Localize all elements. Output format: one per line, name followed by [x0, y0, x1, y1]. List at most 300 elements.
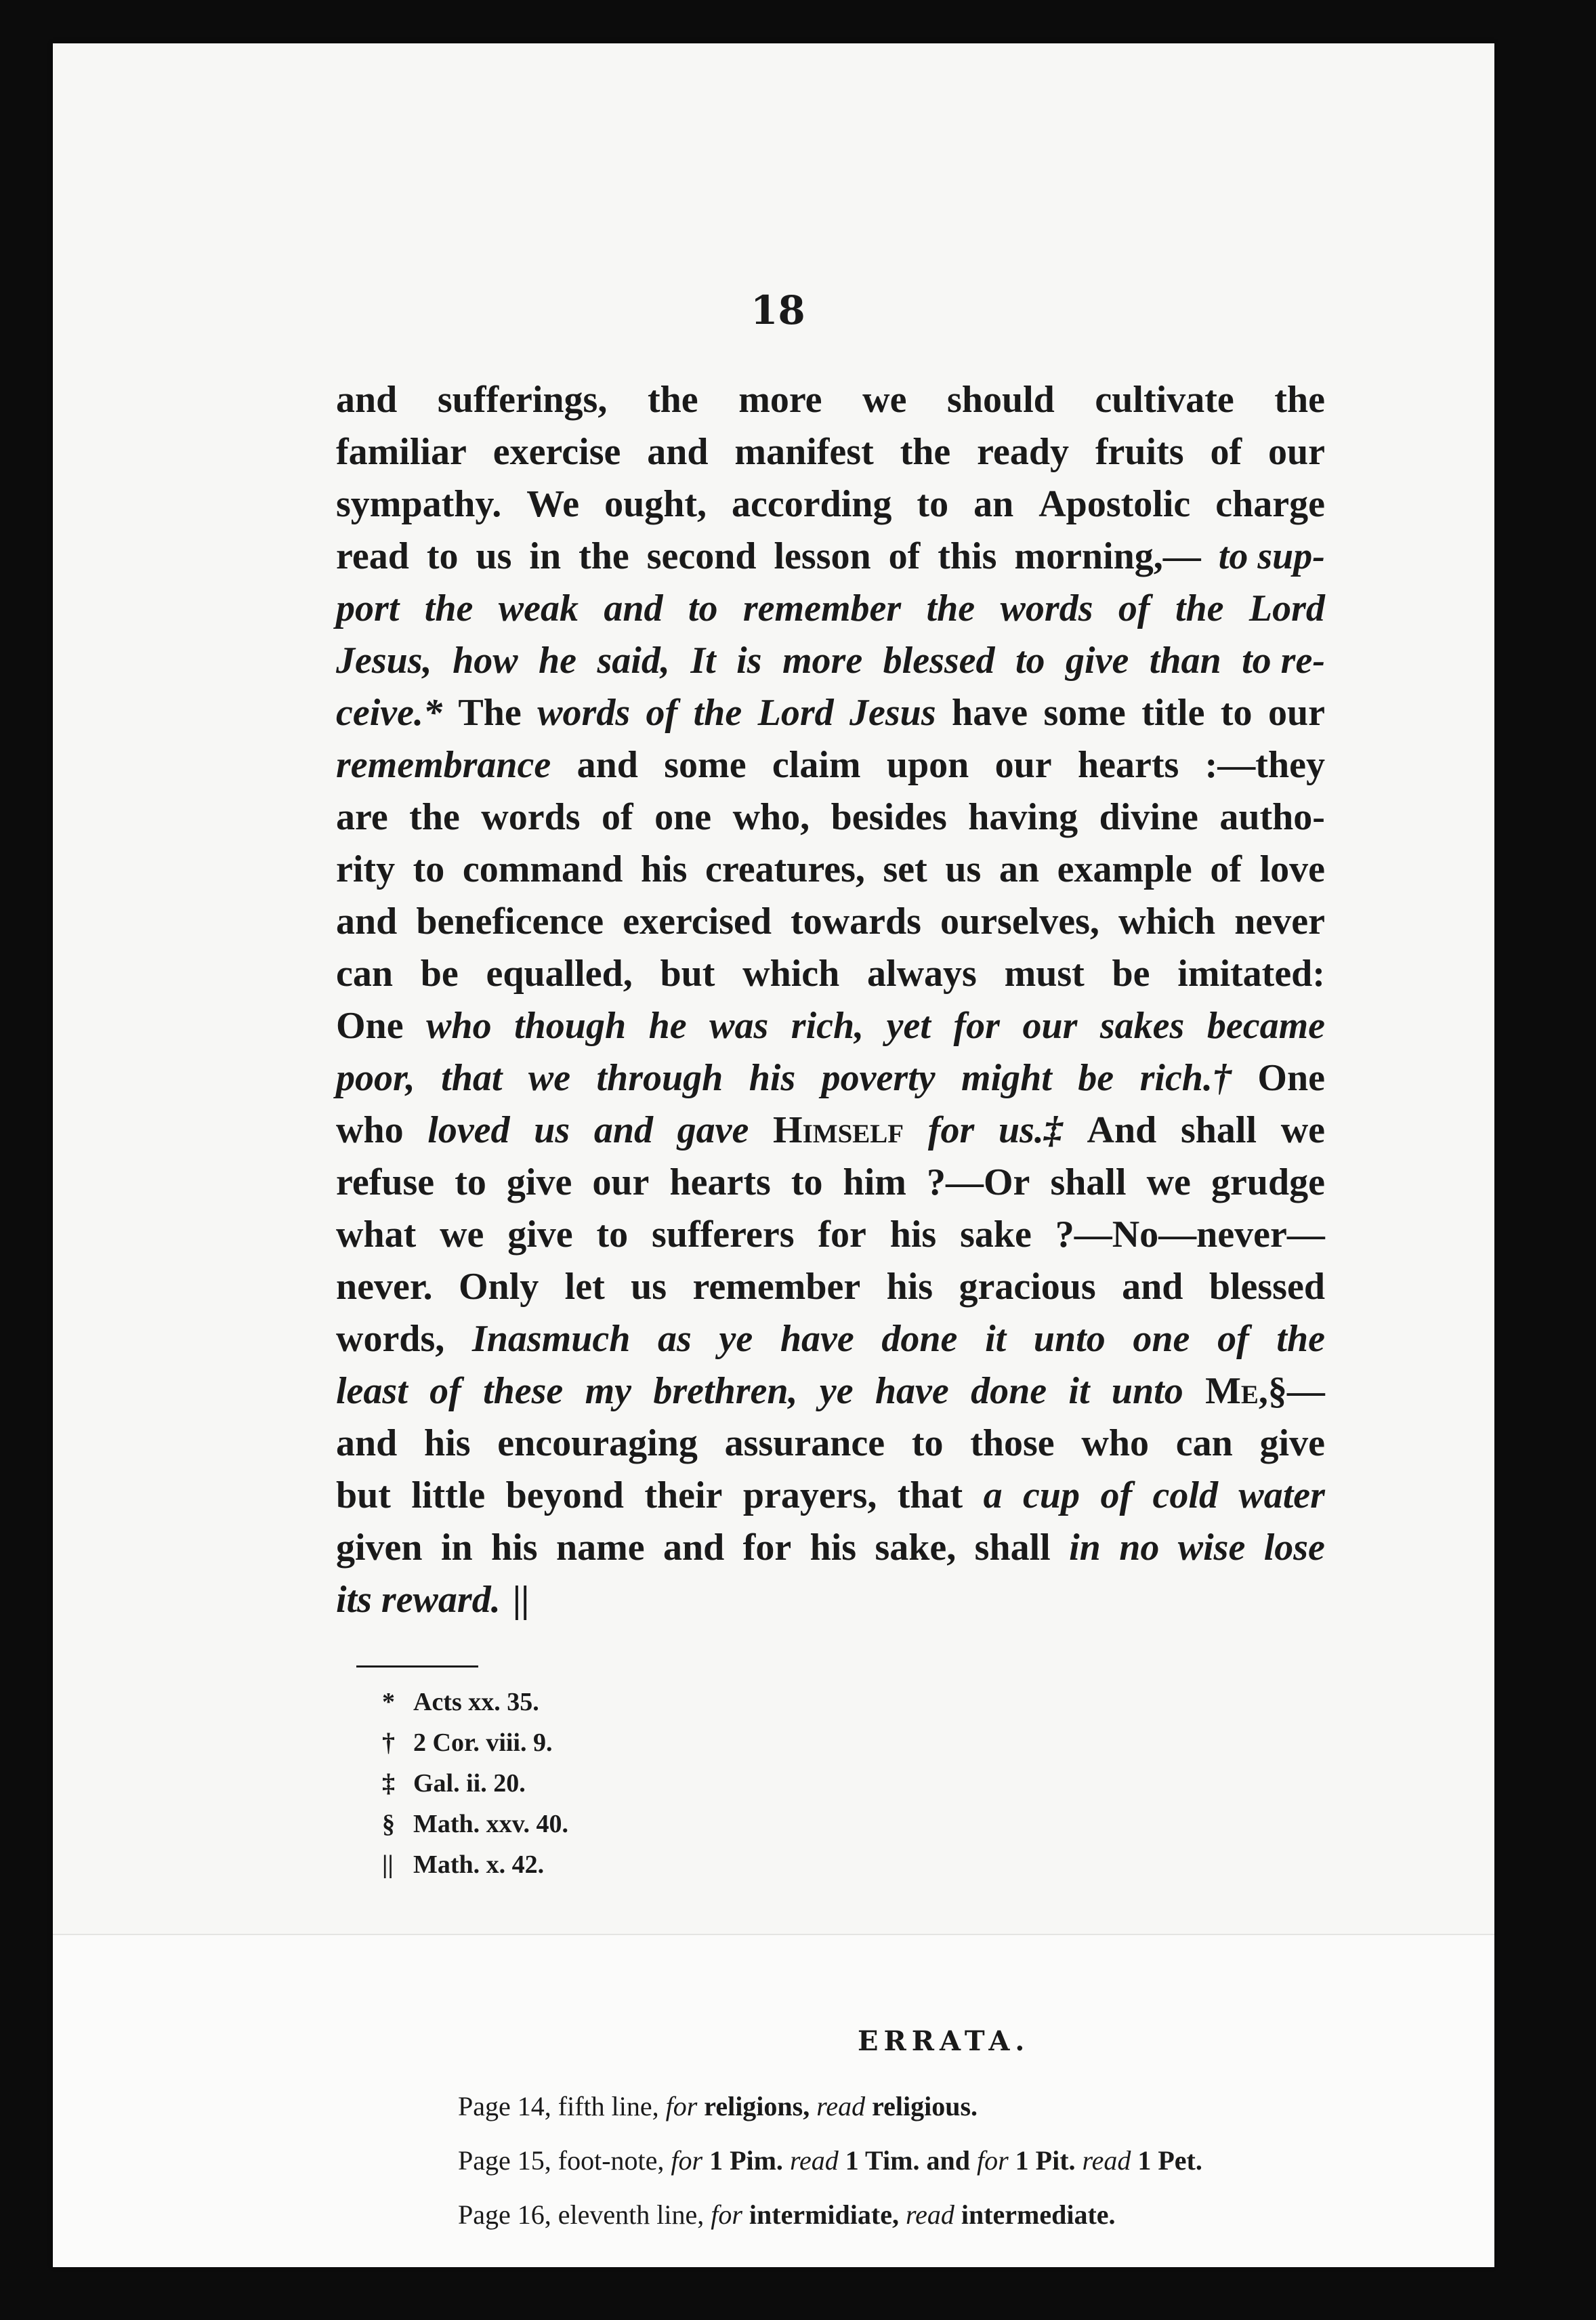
word: weak [498, 587, 579, 629]
word: give [1259, 1422, 1325, 1464]
word: how [453, 640, 518, 682]
word: ready [977, 431, 1069, 473]
word: and [593, 1109, 653, 1151]
text-line [336, 948, 1325, 1000]
text-line [336, 1157, 1325, 1209]
footnote-mark: || [382, 1850, 394, 1879]
footnote [382, 1804, 568, 1844]
word: lesson [774, 535, 871, 577]
word: sakes [1099, 1005, 1185, 1047]
word: shall [1180, 1109, 1257, 1151]
word: Inasmuch [471, 1318, 631, 1360]
word: to [1015, 640, 1045, 682]
word: given [336, 1527, 423, 1569]
footnote-reference: Math. x. 42. [413, 1850, 545, 1879]
word: loved [427, 1109, 510, 1151]
word: familiar [336, 431, 467, 473]
word: port [336, 587, 400, 629]
word: for [953, 1005, 1000, 1047]
errata-read-label: read [816, 2091, 866, 2121]
footnote-reference: Math. xxv. 40. [413, 1810, 569, 1838]
page-number: 18 [751, 287, 805, 333]
errata-read-label: read [1082, 2145, 1131, 2176]
word: rity [336, 848, 396, 890]
word: the [1175, 587, 1224, 629]
word: we [862, 379, 907, 421]
word: but [336, 1474, 391, 1516]
word: words [537, 692, 631, 734]
word: an [999, 848, 1040, 890]
word: have [952, 692, 1028, 734]
word: his [889, 1214, 937, 1256]
word: ?—Or [926, 1161, 1030, 1203]
word: one [654, 796, 712, 838]
word: and [663, 1527, 725, 1569]
footnote [382, 1722, 568, 1763]
word: || [512, 1579, 530, 1621]
word: their [644, 1474, 723, 1516]
word: blessed [1209, 1266, 1325, 1308]
word: shall [974, 1527, 1051, 1569]
word: equalled, [486, 953, 633, 995]
errata-for-label: for [976, 2145, 1009, 2176]
word: sufferings, [437, 379, 608, 421]
word: are [336, 796, 388, 838]
word: no [1119, 1527, 1160, 1569]
word: can [1175, 1422, 1233, 1464]
word: yet [886, 1005, 931, 1047]
errata-wrong: 1 Pim. [709, 2145, 783, 2176]
word: which [1118, 900, 1216, 942]
word: give [506, 1161, 572, 1203]
errata-title: ERRATA. [858, 2025, 1030, 2057]
footnote-reference: Gal. ii. 20. [413, 1769, 526, 1798]
word: of [602, 796, 633, 838]
word: the [579, 535, 629, 577]
word: the [1276, 1318, 1325, 1360]
word: hearts [1078, 744, 1179, 786]
word: ?—No—never— [1055, 1214, 1325, 1256]
word: the [647, 379, 698, 421]
word: the [409, 796, 460, 838]
word: we [528, 1057, 571, 1099]
errata-right: 1 Pet. [1137, 2145, 1202, 2176]
word: to sup- [1218, 535, 1325, 577]
text-line [336, 478, 1325, 531]
errata-list [458, 2079, 1202, 2242]
word: must [1004, 953, 1085, 995]
word: and [1122, 1266, 1183, 1308]
word: a [983, 1474, 1003, 1516]
errata-read-label: read [789, 2145, 839, 2176]
word: ought, [604, 483, 707, 525]
word: have [875, 1370, 949, 1412]
text-line [336, 374, 1325, 426]
word: sufferers [652, 1214, 795, 1256]
word: of [1217, 1318, 1249, 1360]
word: his [424, 1422, 471, 1464]
word: read [336, 535, 409, 577]
word: done [881, 1318, 958, 1360]
text-line [336, 1261, 1325, 1313]
word: beneficence [416, 900, 604, 942]
word: these [483, 1370, 564, 1412]
text-line [336, 896, 1325, 948]
text-line [336, 1470, 1325, 1522]
word: he [539, 640, 577, 682]
word: ye [819, 1370, 854, 1412]
word: of [1210, 431, 1242, 473]
word: hearts [669, 1161, 771, 1203]
word: towards [791, 900, 921, 942]
word: done [971, 1370, 1047, 1412]
word: became [1206, 1005, 1325, 1047]
word: that [441, 1057, 503, 1099]
word: for [742, 1527, 792, 1569]
errata-location: Page 14, fifth line, [458, 2091, 659, 2121]
word: to [791, 1161, 823, 1203]
word: but [660, 953, 715, 995]
errata-read-label: read [905, 2199, 954, 2230]
word: our [1022, 1005, 1078, 1047]
word: And [1087, 1109, 1157, 1151]
word: his [491, 1527, 538, 1569]
word: prayers, [742, 1474, 877, 1516]
word: always [867, 953, 977, 995]
word: of [646, 692, 678, 734]
word: its reward. [336, 1579, 501, 1621]
word: besides [831, 796, 947, 838]
word: and [336, 379, 398, 421]
word: more [782, 640, 863, 682]
text-line [336, 635, 1325, 687]
footnote [382, 1844, 568, 1885]
word: which [742, 953, 840, 995]
word: the [424, 587, 474, 629]
text-line [336, 1052, 1325, 1104]
word: my [585, 1370, 632, 1412]
errata-entry [458, 2079, 1202, 2134]
word: blessed [883, 640, 995, 682]
word: exercise [492, 431, 621, 473]
word: of [888, 535, 921, 577]
word: be [1112, 953, 1150, 995]
errata-wrong: intermidiate, [749, 2199, 899, 2230]
word: one [1133, 1318, 1190, 1360]
text-line [336, 687, 1325, 739]
footnote-mark: † [382, 1728, 395, 1757]
errata-right: intermediate. [961, 2199, 1116, 2230]
word: than [1149, 640, 1221, 682]
errata-right: religious. [872, 2091, 978, 2121]
word: sake [960, 1214, 1032, 1256]
word: some [1043, 692, 1126, 734]
word: manifest [734, 431, 874, 473]
word: be [420, 953, 459, 995]
word: to [596, 1214, 629, 1256]
word: give [1066, 640, 1129, 682]
word: we [440, 1214, 484, 1256]
word: encouraging [497, 1422, 698, 1464]
word: words, [336, 1318, 445, 1360]
word: us [945, 848, 982, 890]
word: water [1238, 1474, 1325, 1516]
word: command [462, 848, 623, 890]
word: lose [1263, 1527, 1325, 1569]
text-line [336, 791, 1325, 844]
word: give [507, 1214, 573, 1256]
text-line [336, 1209, 1325, 1261]
word: rich.† [1139, 1057, 1232, 1099]
word: gracious [959, 1266, 1096, 1308]
text-line [336, 739, 1325, 791]
word: the [693, 692, 742, 734]
sermon-body-text [336, 374, 1325, 1626]
word: sake, [875, 1527, 957, 1569]
text-line [336, 426, 1325, 478]
word: through [596, 1057, 723, 1099]
word: those [970, 1422, 1055, 1464]
word: to [426, 535, 459, 577]
word: in [529, 535, 562, 577]
word: least [336, 1370, 408, 1412]
word: an [973, 483, 1014, 525]
word: wise [1177, 1527, 1246, 1569]
word: who [426, 1005, 492, 1047]
word: autho- [1219, 796, 1325, 838]
word: Himself [773, 1109, 904, 1151]
text-line [336, 1104, 1325, 1157]
word: The [458, 692, 522, 734]
word: and [604, 587, 663, 629]
word: claim [772, 744, 861, 786]
footnote-reference: 2 Cor. viii. 9. [413, 1728, 553, 1757]
word: to re- [1242, 640, 1325, 682]
word: his [810, 1527, 857, 1569]
word: to [413, 848, 445, 890]
word: Jesus, [336, 640, 432, 682]
word: of [1100, 1474, 1133, 1516]
word: should [947, 379, 1055, 421]
word: might [961, 1057, 1052, 1099]
word: grudge [1211, 1161, 1325, 1203]
word: can [336, 953, 393, 995]
word: gave [677, 1109, 749, 1151]
errata-entry [458, 2134, 1202, 2188]
word: set [883, 848, 927, 890]
word: our [1267, 692, 1325, 734]
text-line [336, 1522, 1325, 1574]
text-line [336, 531, 1325, 583]
word: he [648, 1005, 687, 1047]
footnote-rule [356, 1665, 478, 1668]
word: never [1234, 900, 1325, 942]
word: divine [1099, 796, 1198, 838]
footnote-mark: § [382, 1810, 395, 1838]
word: to [1220, 692, 1253, 734]
footnote [382, 1763, 568, 1804]
word: us [631, 1266, 667, 1308]
word: words [481, 796, 581, 838]
word: was [709, 1005, 769, 1047]
word: in [440, 1527, 473, 1569]
word: little [411, 1474, 486, 1516]
word: Lord [1248, 587, 1325, 629]
word: name [555, 1527, 645, 1569]
word: to [688, 587, 718, 629]
word: for [818, 1214, 866, 1256]
text-line [336, 1313, 1325, 1365]
word: the [926, 587, 975, 629]
word: some [664, 744, 747, 786]
errata-for-label: for [671, 2145, 703, 2176]
text-line [336, 1574, 1325, 1626]
word: said, [597, 640, 670, 682]
word: cultivate [1095, 379, 1234, 421]
word: who [336, 1109, 404, 1151]
word: we [1146, 1161, 1191, 1203]
word: be [1078, 1057, 1114, 1099]
word: to [455, 1161, 486, 1203]
word: Jesus [849, 692, 936, 734]
word: and [647, 431, 709, 473]
word: though [514, 1005, 627, 1047]
word: have [780, 1318, 854, 1360]
word: more [738, 379, 822, 421]
word: poor, [336, 1057, 415, 1099]
footnotes [382, 1682, 568, 1885]
text-line [336, 583, 1325, 635]
word: according [732, 483, 892, 525]
word: our [1267, 431, 1325, 473]
footnote-mark: * [382, 1688, 395, 1716]
word: ourselves, [940, 900, 1099, 942]
footnote-mark: ‡ [382, 1769, 395, 1798]
word: sympathy. [336, 483, 502, 525]
errata-entry [458, 2188, 1202, 2242]
word: remember [742, 587, 902, 629]
word: we [1280, 1109, 1325, 1151]
word: beyond [505, 1474, 624, 1516]
word: for [927, 1109, 975, 1151]
word: in [1069, 1527, 1101, 1569]
word: fruits [1095, 431, 1184, 473]
word: and [336, 1422, 398, 1464]
word: the [900, 431, 951, 473]
errata-location: Page 16, eleventh line, [458, 2199, 705, 2230]
word: to [917, 483, 949, 525]
word: remember [692, 1266, 861, 1308]
word: We [526, 483, 580, 525]
word: having [968, 796, 1078, 838]
word: :—they [1204, 744, 1325, 786]
word: let [564, 1266, 605, 1308]
word: of [1118, 587, 1150, 629]
errata-location: Page 15, foot-note, [458, 2145, 665, 2176]
word: his [749, 1057, 796, 1099]
word: assurance [724, 1422, 885, 1464]
errata-wrong: 1 Pit. [1015, 2145, 1076, 2176]
word: cup [1023, 1474, 1080, 1516]
word: our [592, 1161, 650, 1203]
word: as [658, 1318, 692, 1360]
word: and [336, 900, 398, 942]
word: what [336, 1214, 417, 1256]
word: who [1081, 1422, 1150, 1464]
text-line [336, 1000, 1325, 1052]
word: exercised [623, 900, 772, 942]
word: us [534, 1109, 570, 1151]
word: brethren, [653, 1370, 798, 1412]
word: it [985, 1318, 1007, 1360]
word: poverty [821, 1057, 936, 1099]
word: love [1259, 848, 1325, 890]
word: unto [1033, 1318, 1106, 1360]
word: and [576, 744, 638, 786]
word: unto [1111, 1370, 1183, 1412]
text-line [336, 844, 1325, 896]
word: to [911, 1422, 944, 1464]
text-line [336, 1365, 1325, 1417]
scanned-page [53, 43, 1494, 2266]
word: us.‡ [998, 1109, 1063, 1151]
word: never. [336, 1266, 433, 1308]
word: who, [732, 796, 810, 838]
footnote [382, 1682, 568, 1722]
word: One [336, 1005, 404, 1047]
word: ceive.* [336, 692, 442, 734]
errata-right: 1 Tim. and [845, 2145, 970, 2176]
word: us [476, 535, 512, 577]
word: It [690, 640, 716, 682]
word: imitated: [1177, 953, 1325, 995]
text-line [336, 1417, 1325, 1470]
word: morning,— [1014, 535, 1201, 577]
word: ye [719, 1318, 753, 1360]
word: of [429, 1370, 461, 1412]
word: his [640, 848, 688, 890]
word: shall [1050, 1161, 1127, 1203]
word: that [897, 1474, 963, 1516]
word: example [1057, 848, 1192, 890]
word: charge [1215, 483, 1325, 525]
word: him [843, 1161, 906, 1203]
word: refuse [336, 1161, 435, 1203]
errata-wrong: religions, [704, 2091, 810, 2121]
word: the [1274, 379, 1325, 421]
word: it [1068, 1370, 1090, 1412]
word: his [886, 1266, 933, 1308]
footnote-reference: Acts xx. 35. [413, 1688, 539, 1716]
word: creatures, [705, 848, 865, 890]
word: words [1000, 587, 1093, 629]
word: remembrance [336, 744, 551, 786]
word: Lord [757, 692, 834, 734]
errata-for-label: for [711, 2199, 742, 2230]
word: is [736, 640, 762, 682]
word: cold [1152, 1474, 1218, 1516]
word: rich, [791, 1005, 864, 1047]
word: Only [458, 1266, 539, 1308]
word: Me,§— [1205, 1370, 1325, 1412]
word: second [646, 535, 757, 577]
word: One [1257, 1057, 1325, 1099]
word: of [1210, 848, 1242, 890]
word: upon [886, 744, 969, 786]
word: Apostolic [1038, 483, 1191, 525]
word: our [994, 744, 1052, 786]
word: this [938, 535, 997, 577]
